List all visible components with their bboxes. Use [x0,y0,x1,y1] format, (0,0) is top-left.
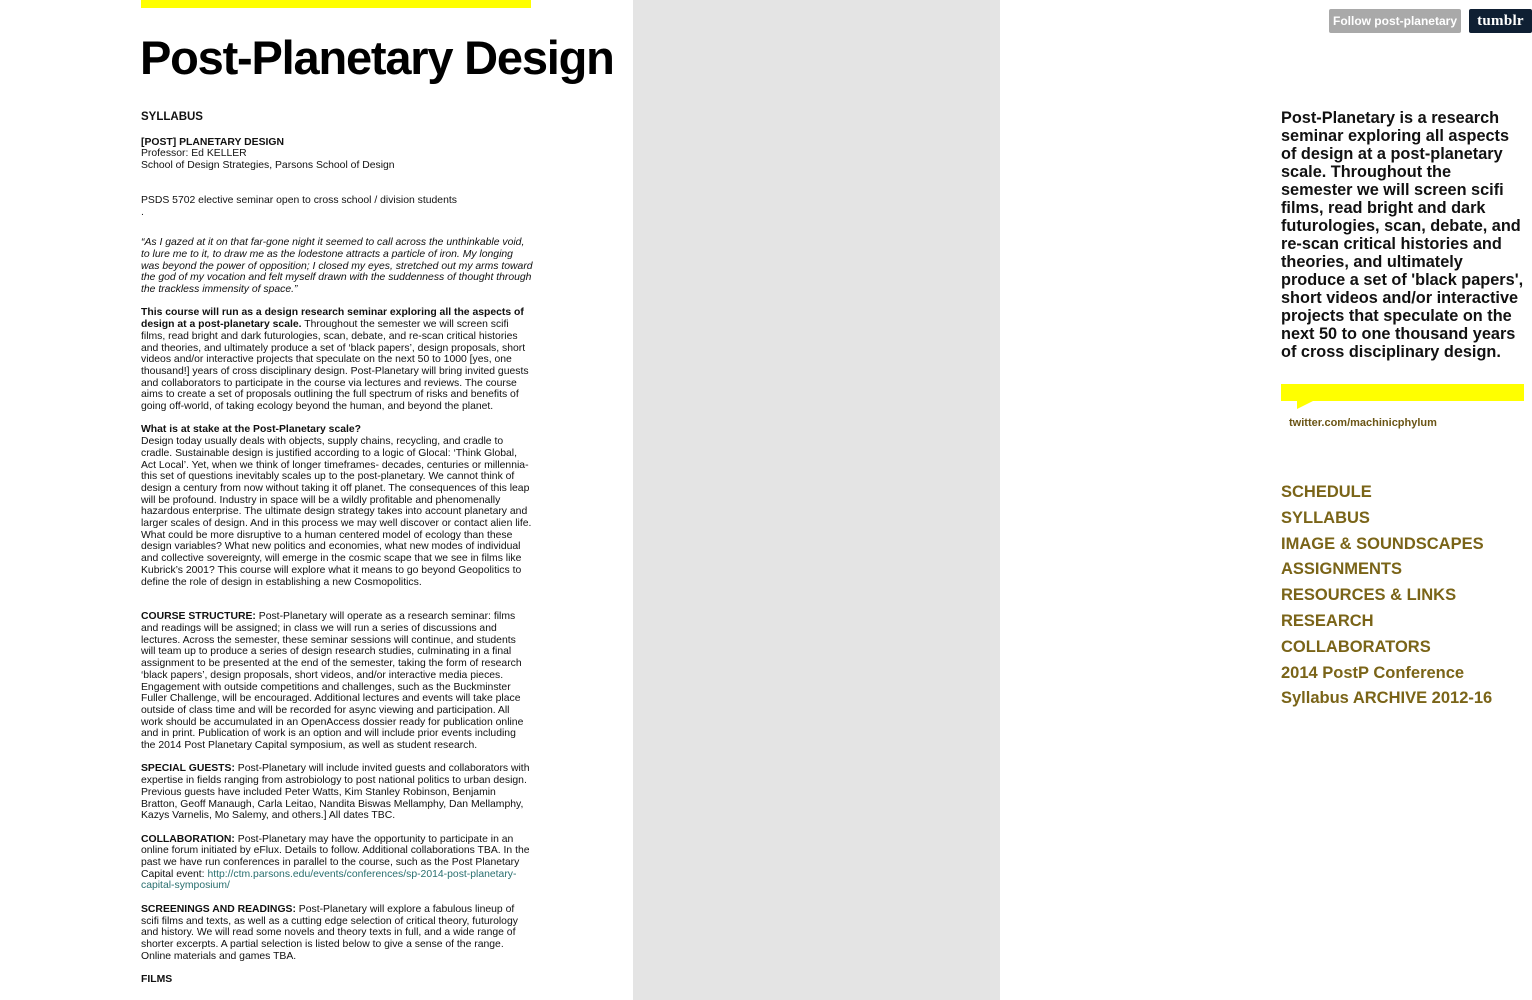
collaboration-text: Post-Planetary may have the opportunity to participate in an online forum initiated by eFlux. Details to follow. Additional collaborations TBA. In the past we have run conferences in parallel to the course, such as the Post Planetary Capital event: [141,833,530,880]
nav-item-2014-conference[interactable]: 2014 PostP Conference [1281,663,1465,682]
course-title: [POST] PLANETARY DESIGN [141,136,284,148]
main-column [0,0,633,1000]
intro-paragraph [141,307,533,412]
screenings-paragraph [141,904,533,963]
follow-button[interactable]: Follow post-planetary [1329,9,1461,33]
page-title[interactable]: Post-Planetary Design [140,31,614,84]
nav-item-collaborators[interactable]: COLLABORATORS [1281,637,1431,656]
collaboration-paragraph [141,834,533,893]
stake-text: Design today usually deals with objects, supply chains, recycling, and cradle to cradle. Sustainable design is justified according to a logic of Glocal: ‘Think Global, Act Local’. Yet, when we think of longer timeframes- decades, centuries or millennia- this set of questions inevitably scales up to the post-planetary. We cannot think of design a century from now without taking it off planet. The consequences of this leap will be profound. Industry in space will be a wildly profitable and phenomenally hazardous enterprise. The ultimate design strategy takes into account planetary and larger scales of design. And in this process we may well discover or contact alien life. What could be more disruptive to a human centered model of ecology than these design variables? What new politics and economies, what new modes of individual and collective sovereignty, will emerge in the cosmic scape that we see in films like Kubrick’s 2001? This course will explore what it means to go beyond Geopolitics to define the role of design in establishing a new Cosmopolitics. [141,436,532,588]
intro-lead: This course will run as a design research seminar exploring all the aspects of design at a post-planetary scale. [141,307,524,331]
accent-bar [141,0,531,8]
twitter-link[interactable]: twitter.com/machinicphylum [1289,417,1437,429]
opening-quote: “As I gazed at it on that far-gone night it seemed to call across the unthinkable void, to lure me to it, to draw me as the lodestone attracts a particle of iron. My longing was beyond the power of opposition; I closed my eyes, stretched out my arms toward the god of my vocation and felt myself drawn with the suddenness of thought through the trackless immensity of space.” [141,237,533,296]
course-code: PSDS 5702 elective seminar open to cross school / division students [141,194,457,206]
course-info [141,137,533,172]
structure-text: Post-Planetary will operate as a research seminar: films and readings will be assigned; in class we will run a series of discussions and lectures. Across the semester, these seminar sessions will continue, and students will team up to produce a series of design research studies, culminating in a final assignment to be presented at the end of the semester, taking the form of research ‘black papers’, design proposals, short videos, and/or interactive media pieces. Engagement with outside competitions and challenges, such as the Buckminster Fuller Challenge, will be encouraged. Additional lectures and events will take place outside of class time and will be recorded for async viewing and participation. All work should be accumulated in an OpenAccess dossier ready for publication online and in print. Publication of work is an option and will include prior events including the 2014 Post Planetary Capital symposium, as well as student research. [141,611,524,752]
professor-line: Professor: Ed KELLER [141,148,247,160]
structure-label: COURSE STRUCTURE: [141,611,256,623]
intro-text: Throughout the semester we will screen scifi films, read bright and dark futurologies, scan, debate, and re-scan critical histories and theories, and ultimately produce a set of ‘black papers’, design proposals, short videos and/or interactive projects that speculate on the next 50 to 1000 [yes, one thousand!] years of cross disciplinary design. Post-Planetary will bring invited guests and collaborators to participate in the course via lectures and reviews. The course aims to create a set of proposals outlining the full spectrum of risks and benefits of going off-world, of taking ecology beyond the human, and beyond the planet. [141,319,529,413]
screenings-text: Post-Planetary will explore a fabulous lineup of scifi films and texts, as well as a cutting edge selection of critical theory, futurology and history. We will read some novels and theory texts in full, and a wide range of shorter excerpts. A partial selection is listed below to give a sense of the range. Online materials and games TBA. [141,903,518,962]
guests-label: SPECIAL GUESTS: [141,763,235,775]
school-line: School of Design Strategies, Parsons School of Design [141,160,395,172]
sidebar-nav [1281,481,1492,713]
course-code-block [141,195,533,218]
guests-paragraph [141,763,533,822]
nav-item-resources-links[interactable]: RESOURCES & LINKS [1281,586,1457,605]
nav-item-syllabus[interactable]: SYLLABUS [1281,508,1370,527]
nav-item-schedule[interactable]: SCHEDULE [1281,483,1372,501]
guests-text: Post-Planetary will include invited guests and collaborators with expertise in fields ranging from astrobiology to post national politics to urban design. Previous guests have included Peter Watts, Kim Stanley Robinson, Benjamin Bratton, Geoff Manaugh, Carla Leitao, Nandita Biswas Mellamphy, Dan Mellamphy, Kazys Varnelis, Mo Salemy, and others.] All dates TBC. [141,763,530,822]
tweet-bubble [1281,384,1524,401]
post-body [141,112,533,997]
structure-paragraph [141,611,533,751]
separator-dot: . [141,206,144,218]
nav-item-syllabus-archive[interactable]: Syllabus ARCHIVE 2012-16 [1281,689,1493,708]
tweet-bubble-tail [1297,401,1313,409]
symposium-link[interactable]: http://ctm.parsons.edu/events/conferences/sp-2014-post-planetary-capital-symposium/ [141,868,517,892]
films-heading: FILMS [141,974,173,986]
stake-paragraph [141,424,533,588]
nav-item-research[interactable]: RESEARCH [1281,611,1374,630]
sidebar [633,0,1524,1000]
screenings-label: SCREENINGS AND READINGS: [141,903,296,915]
nav-item-assignments[interactable]: ASSIGNMENTS [1281,560,1403,579]
collaboration-label: COLLABORATION: [141,833,235,845]
syllabus-heading: SYLLABUS [141,111,203,123]
tumblr-logo-button[interactable]: tumblr [1469,9,1532,33]
stake-heading: What is at stake at the Post-Planetary scale? [141,424,362,436]
blog-description: Post-Planetary is a research seminar exploring all aspects of design at a post-planetary scale. Throughout the semester we will screen scifi films, read bright and dark futurologies, scan, debate, and re-scan critical histories and theories, and ultimately produce a set of 'black papers', short videos and/or interactive projects that speculate on the next 50 to one thousand years of cross disciplinary design. [1281,109,1524,361]
nav-item-image-soundscapes[interactable]: IMAGE & SOUNDSCAPES [1281,534,1484,553]
